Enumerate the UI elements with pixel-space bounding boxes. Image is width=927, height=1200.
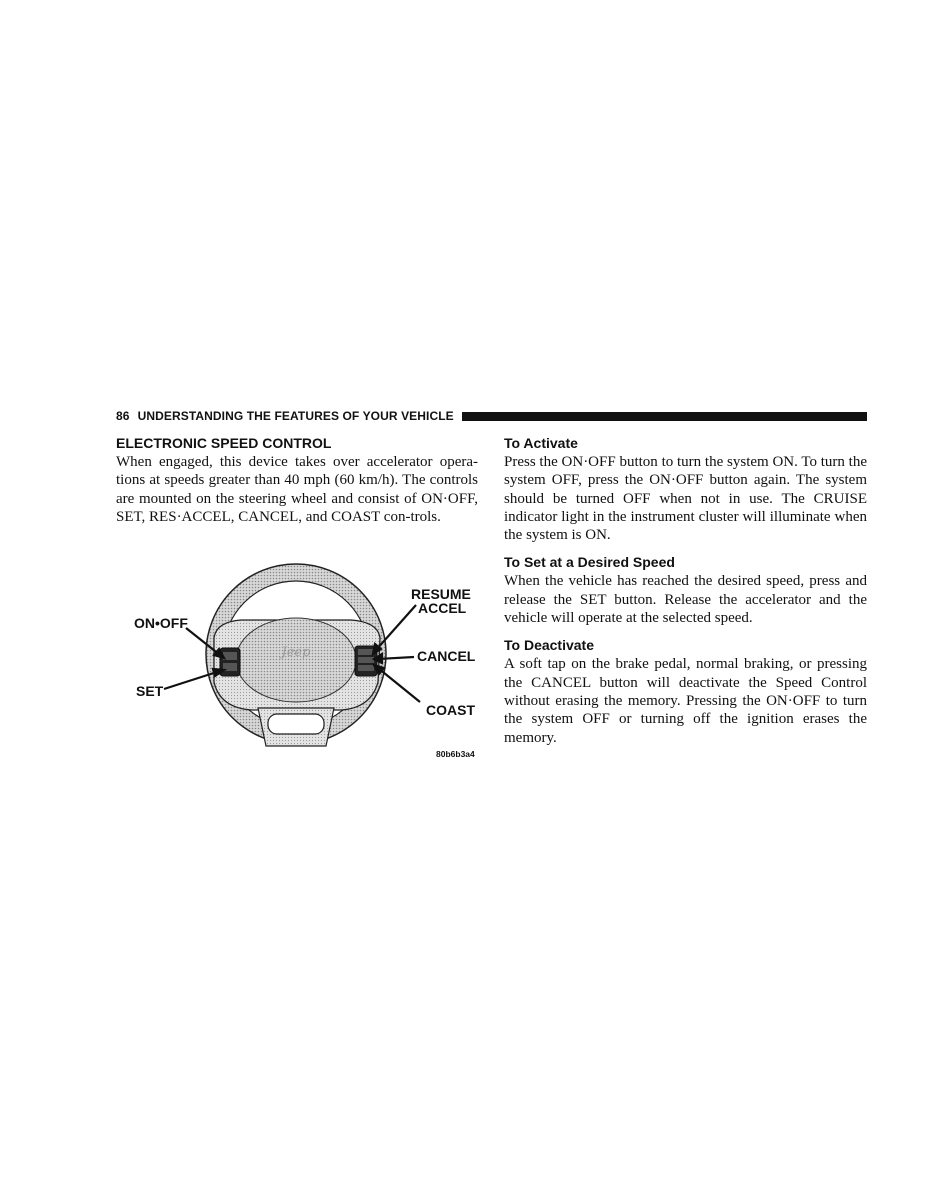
intro-paragraph: When engaged, this device takes over accelerator opera-tions at speeds greater than 40 mph (60 km/h). The controls are mounted on the steering wheel and consist of ON·OFF, SET, RES·ACCEL, CANCEL, and COAST con-trols. [116,454,478,525]
label-accel: ACCEL [418,600,467,616]
page-number: 86 [116,409,130,423]
left-column [116,434,478,526]
label-cancel: CANCEL [417,648,476,664]
wheel-hub [214,618,380,746]
right-column [504,434,867,747]
activate-heading: To Activate [504,435,578,451]
set-speed-paragraph: When the vehicle has reached the desired speed, press and release the SET button. Release the accelerator and the vehicle will operate at the selected speed. [504,573,867,627]
steering-wheel-figure [116,550,478,765]
page-header [116,408,867,424]
section-heading: ELECTRONIC SPEED CONTROL [116,435,332,451]
set-speed-heading: To Set at a Desired Speed [504,554,675,571]
running-title: UNDERSTANDING THE FEATURES OF YOUR VEHICLE [137,409,454,423]
deactivate-paragraph: A soft tap on the brake pedal, normal braking, or pressing the CANCEL button will deactivate the Speed Control without erasing the memory. Pressing the ON·OFF to turn the system OFF or turning off the ignition erases the memory. [504,656,867,746]
header-rule [462,412,867,421]
jeep-logo: Jeep [281,645,311,660]
activate-paragraph: Press the ON·OFF button to turn the system ON. To turn the system OFF, press the ON·OFF button again. The system should be turned OFF when not in use. The CRUISE indicator light in the instrument cluster will illuminate when the system is ON. [504,454,867,544]
label-resume: RESUME [411,586,471,602]
deactivate-heading: To Deactivate [504,637,594,654]
figure-code: 80b6b3a4 [436,749,475,759]
label-set: SET [136,683,164,699]
label-on-off: ON•OFF [134,615,188,631]
label-coast: COAST [426,702,475,718]
